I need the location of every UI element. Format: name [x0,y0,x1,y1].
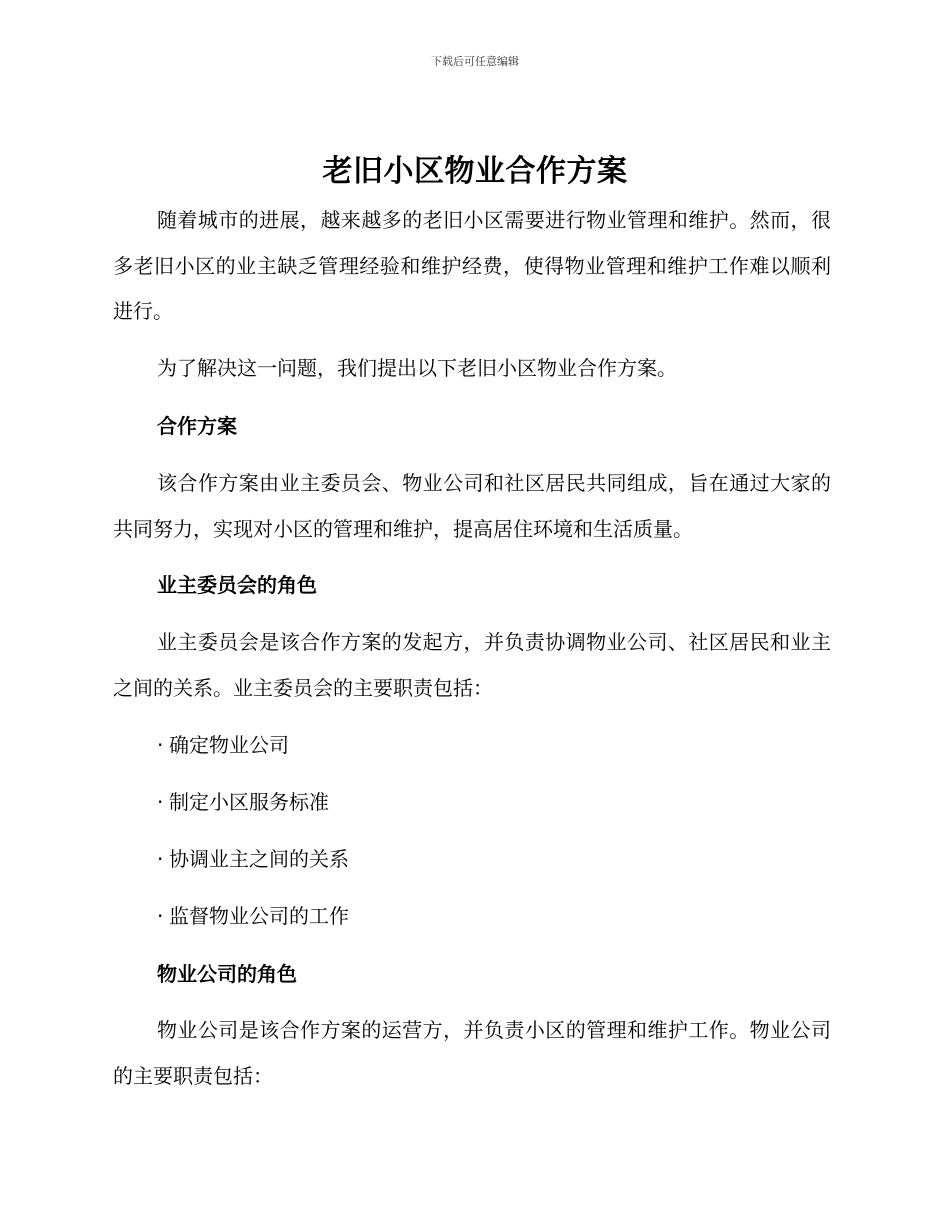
page-header-note: 下载后可任意编辑 [431,55,519,68]
bullet-marker: · [157,733,164,757]
bullet-marker: · [157,847,164,871]
section-paragraph-cooperation-plan: 该合作方案由业主委员会、物业公司和社区居民共同组成，旨在通过大家的共同努力，实现对小区的管理和维护，提高居住环境和生活质量。 [113,471,831,541]
list-item-text: 监督物业公司的工作 [169,904,349,928]
intro-paragraph-2: 为了解决这一问题，我们提出以下老旧小区物业合作方案。 [157,356,677,380]
section-heading-cooperation-plan: 合作方案 [157,414,237,438]
list-item-text: 制定小区服务标准 [169,790,329,814]
section-heading-owners-committee: 业主委员会的角色 [157,573,317,597]
list-item-text: 确定物业公司 [169,733,289,757]
document-title: 老旧小区物业合作方案 [322,154,628,189]
bullet-marker: · [157,790,164,814]
list-item [157,787,831,817]
list-item [157,730,831,760]
intro-paragraph-1: 随着城市的进展，越来越多的老旧小区需要进行物业管理和维护。然而，很多老旧小区的业主缺乏管理经验和维护经费，使得物业管理和维护工作难以顺利进行。 [113,208,831,323]
section-paragraph-property-company: 物业公司是该合作方案的运营方，并负责小区的管理和维护工作。物业公司的主要职责包括： [113,1018,831,1088]
list-item-text: 协调业主之间的关系 [169,847,349,871]
list-item [157,844,831,874]
list-item [157,901,831,931]
section-heading-property-company: 物业公司的角色 [157,962,297,986]
section-paragraph-owners-committee: 业主委员会是该合作方案的发起方，并负责协调物业公司、社区居民和业主之间的关系。业主委员会的主要职责包括： [113,630,831,700]
bullet-marker: · [157,904,164,928]
